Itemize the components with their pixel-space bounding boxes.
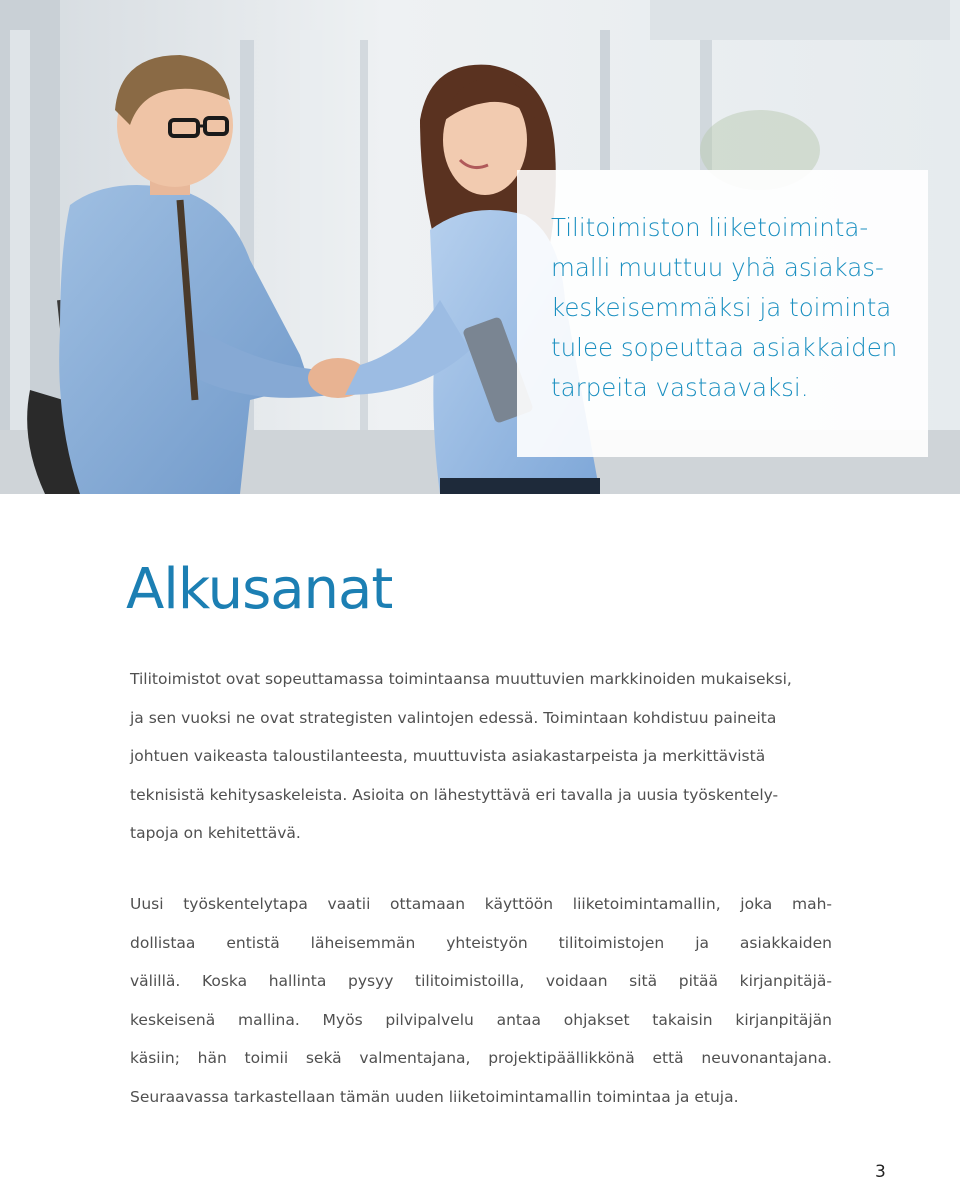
paragraph-line: tapoja on kehitettävä. bbox=[130, 824, 301, 842]
quote-line: tulee sopeuttaa asiakkaiden bbox=[551, 333, 898, 362]
quote-box bbox=[517, 170, 928, 457]
paragraph-line: johtuen vaikeasta taloustilanteesta, muuttuvista asiakastarpeista ja merkittävistä bbox=[130, 747, 766, 765]
page-number: 3 bbox=[875, 1162, 886, 1182]
paragraph-body bbox=[130, 885, 832, 1116]
paragraph-line: Seuraavassa tarkastellaan tämän uuden liiketoimintamallin toimintaa ja etuja. bbox=[130, 1087, 739, 1106]
paragraph-line: ja sen vuoksi ne ovat strategisten valintojen edessä. Toimintaan kohdistuu paineita bbox=[130, 708, 777, 727]
paragraph-intro bbox=[130, 660, 832, 853]
hero-photo bbox=[0, 0, 960, 494]
paragraph-line: käsiin; hän toimii sekä valmentajana, projektipäällikkönä että neuvonantajana. bbox=[130, 1049, 832, 1067]
paragraph-line: Tilitoimistot ovat sopeuttamassa toimintaansa muuttuvien markkinoiden mukaiseksi, bbox=[130, 670, 792, 688]
paragraph-line: välillä. Koska hallinta pysyy tilitoimistoilla, voidaan sitä pitää kirjanpitäjä- bbox=[130, 972, 832, 990]
quote-line: keskeisemmäksi ja toiminta bbox=[551, 293, 892, 322]
paragraph-line: teknisistä kehitysaskeleista. Asioita on lähestyttävä eri tavalla ja uusia työskentely- bbox=[130, 785, 779, 804]
paragraph-line: dollistaa entistä läheisemmän yhteistyön tilitoimistojen ja asiakkaiden bbox=[130, 933, 832, 952]
page-heading: Alkusanat bbox=[126, 557, 393, 622]
quote-line: Tilitoimiston liiketoiminta- bbox=[551, 213, 869, 242]
paragraph-line: Uusi työskentelytapa vaatii ottamaan käyttöön liiketoimintamallin, joka mah- bbox=[130, 895, 832, 913]
quote-line: malli muuttuu yhä asiakas- bbox=[551, 253, 884, 282]
quote-line: tarpeita vastaavaksi. bbox=[551, 373, 809, 402]
paragraph-line: keskeisenä mallina. Myös pilvipalvelu antaa ohjakset takaisin kirjanpitäjän bbox=[130, 1010, 832, 1029]
